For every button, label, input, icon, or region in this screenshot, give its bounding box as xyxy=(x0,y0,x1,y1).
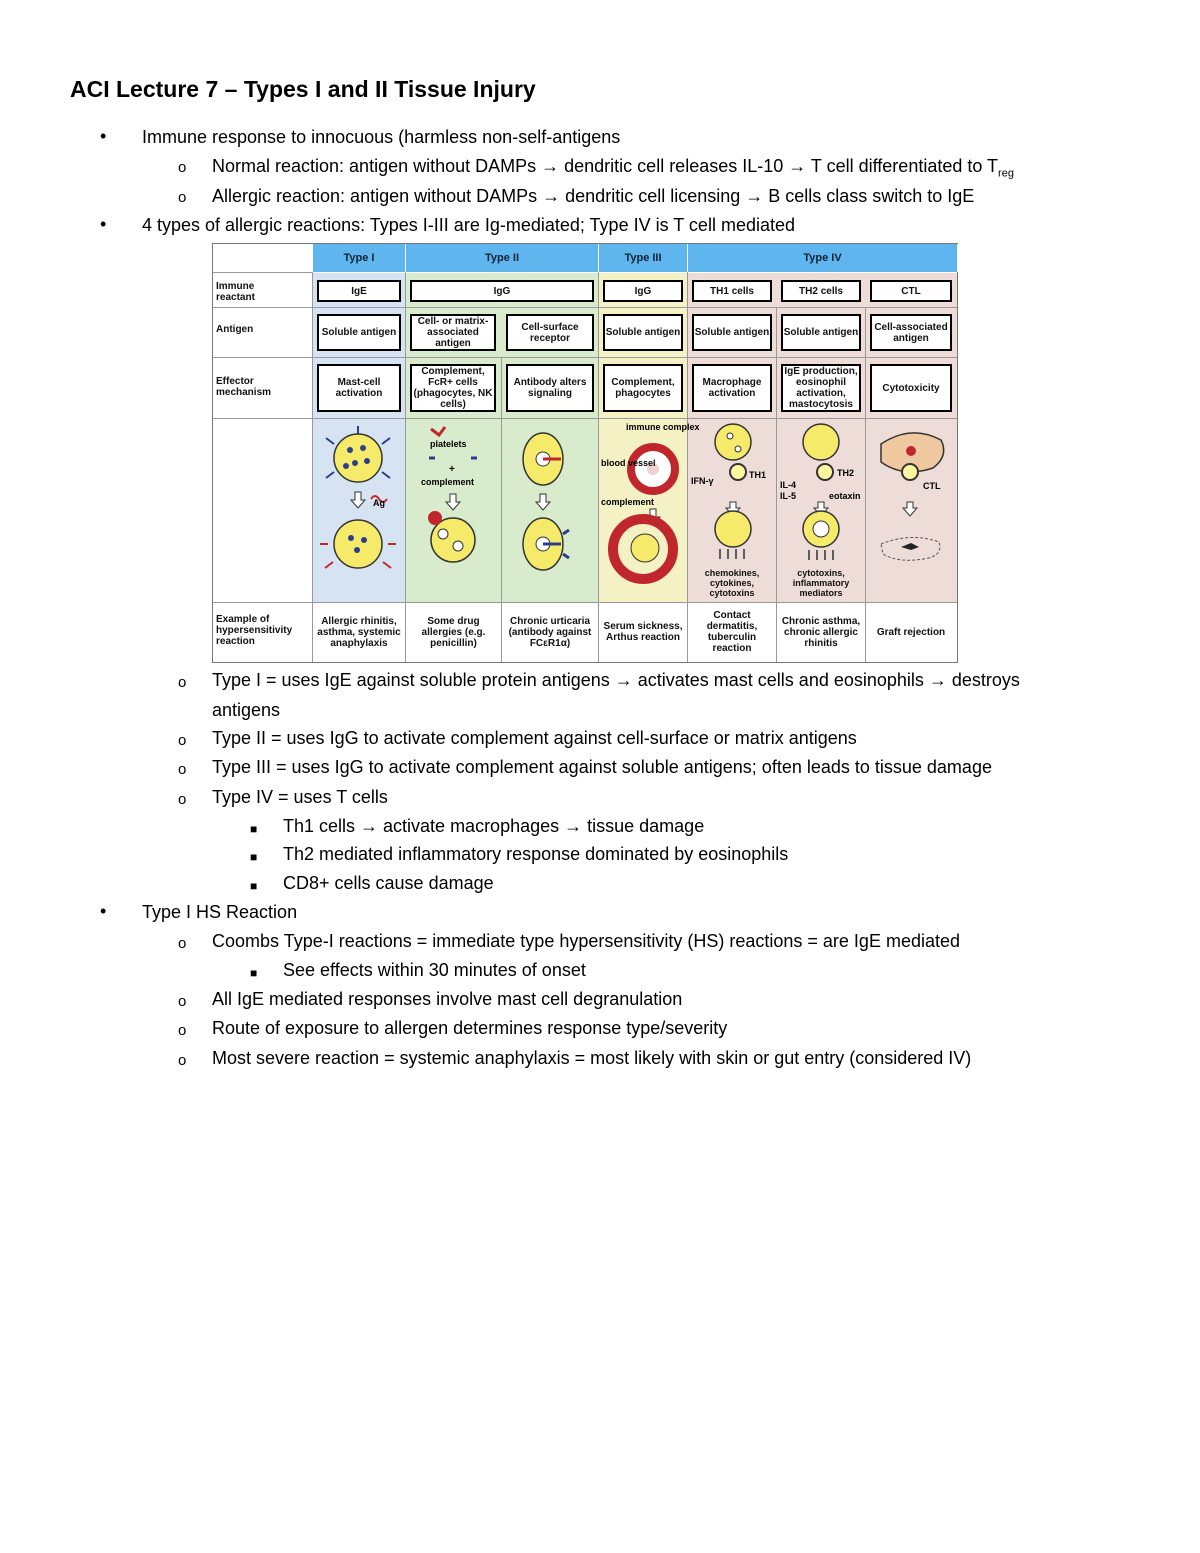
label-plus: + xyxy=(449,464,455,475)
sub-bullet-marker: o xyxy=(178,761,187,778)
bullet-dot: • xyxy=(100,126,107,146)
example-cell: Chronic asthma, chronic allergic rhinitis xyxy=(781,615,861,649)
label-cytotoxins: cytotoxins, inflammatory mediators xyxy=(792,568,850,598)
label-complement: complement xyxy=(601,497,655,507)
sub-bullet-marker: o xyxy=(178,1052,187,1069)
sub-bullet-text: Allergic reaction: antigen without DAMPs → dendritic cell licensing → B cells class switch to IgE xyxy=(212,186,975,206)
antigen-cell: Cell- or matrix-associated antigen xyxy=(410,314,496,351)
reactant-cell: IgE xyxy=(317,280,401,302)
sub-bullet-text: Route of exposure to allergen determines response type/severity xyxy=(212,1018,728,1038)
example-cell: Contact dermatitis, tuberculin reaction xyxy=(706,610,758,654)
header-type-1: Type I xyxy=(313,244,406,272)
effector-cell: Complement, phagocytes xyxy=(603,364,683,412)
row-label-reactant: Immune reactant xyxy=(216,281,255,303)
effector-cell: Antibody alters signaling xyxy=(506,364,594,412)
sub-bullet-text: Normal reaction: antigen without DAMPs → dendritic cell releases IL-10 → T cell differentiated to $T_{reg}$ xyxy=(212,156,1014,180)
effector-cell: Mast-cell activation xyxy=(317,364,401,412)
sub-bullet-text: Coombs Type-I reactions = immediate type hypersensitivity (HS) reactions = are IgE mediated xyxy=(212,931,961,951)
example-cell: Some drug allergies (e.g. penicillin) xyxy=(421,615,486,649)
example-cell: Chronic urticaria (antibody against FCεR1α) xyxy=(508,615,592,649)
label-il5: IL-5 xyxy=(780,491,797,501)
square-bullet: ■ xyxy=(250,822,258,836)
label-th2: TH2 xyxy=(837,468,855,478)
ctl-target-icon xyxy=(881,433,944,560)
row-label-effector: Effector mechanism xyxy=(216,376,272,398)
bullet-text: 4 types of allergic reactions: Types I-III are Ig-mediated; Type IV is T cell mediated xyxy=(142,215,795,235)
effector-cell: IgE production, eosinophil activation, mastocytosis xyxy=(781,364,861,412)
sub-bullet-marker: o xyxy=(178,935,187,952)
antigen-cell: Soluble antigen xyxy=(692,314,772,351)
page-title: ACI Lecture 7 – Types I and II Tissue Injury xyxy=(70,76,536,102)
sub-bullet-marker: o xyxy=(178,732,187,749)
sub-bullet-text: Type IV = uses T cells xyxy=(212,787,388,807)
sub-bullet-marker: o xyxy=(178,674,187,691)
label-blood-vessel: blood vessel xyxy=(601,458,656,468)
header-type-4: Type IV xyxy=(688,244,958,272)
label-immune-complex: immune complex xyxy=(626,422,700,432)
square-bullet: ■ xyxy=(250,850,258,864)
bullet-text: Immune response to innocuous (harmless non-self-antigens xyxy=(142,127,621,147)
reactant-cell: IgG xyxy=(603,280,683,302)
sub-bullet-marker: o xyxy=(178,791,187,808)
receptor-cell-icon xyxy=(523,433,569,570)
header-type-3: Type III xyxy=(599,244,688,272)
row-label-example: Example of hypersensitivity reaction xyxy=(216,614,293,647)
reactant-cell: TH1 cells xyxy=(692,280,772,302)
reactant-cell: TH2 cells xyxy=(781,280,861,302)
bullet-dot: • xyxy=(100,214,107,234)
sub-bullet-text-cont: antigens xyxy=(212,700,281,720)
antigen-cell: Soluble antigen xyxy=(317,314,401,351)
label-ctl: CTL xyxy=(923,481,941,491)
label-il4: IL-4 xyxy=(780,480,797,490)
antigen-cell: Cell-associated antigen xyxy=(870,314,952,351)
sub-bullet-text: Type I = uses IgE against soluble protein antigens → activates mast cells and eosinophils → destroys xyxy=(212,670,1020,690)
bullet-dot: • xyxy=(100,901,107,921)
reactant-cell: CTL xyxy=(870,280,952,302)
sub-bullet-marker: o xyxy=(178,159,187,176)
label-chemokines: chemokines, cytokines, cytotoxins xyxy=(704,568,760,598)
sub-bullet-text: Most severe reaction = systemic anaphylaxis = most likely with skin or gut entry (considered IV) xyxy=(212,1048,972,1068)
sub-sub-bullet-text: Th2 mediated inflammatory response dominated by eosinophils xyxy=(283,844,789,864)
effector-cell: Complement, FcR+ cells (phagocytes, NK cells) xyxy=(410,364,496,412)
sub-sub-bullet-text: See effects within 30 minutes of onset xyxy=(283,960,586,980)
header-type-2: Type II xyxy=(406,244,599,272)
example-cell: Graft rejection xyxy=(876,626,946,638)
sub-bullet-text: Type II = uses IgG to activate complement against cell-surface or matrix antigens xyxy=(212,728,857,748)
example-cell: Allergic rhinitis, asthma, systemic anaphylaxis xyxy=(317,615,401,649)
label-platelets: platelets xyxy=(430,439,467,449)
sub-sub-bullet-text: CD8+ cells cause damage xyxy=(283,873,494,893)
example-cell: Serum sickness, Arthus reaction xyxy=(603,621,683,643)
sub-bullet-text: Type III = uses IgG to activate complement against soluble antigens; often leads to tissue damage xyxy=(212,757,992,777)
effector-cell: Cytotoxicity xyxy=(870,364,952,412)
antigen-cell: Soluble antigen xyxy=(603,314,683,351)
label-ifn: IFN-γ xyxy=(691,476,714,486)
reactant-cell: IgG xyxy=(410,280,594,302)
mast-cell-icon xyxy=(320,426,396,568)
hypersensitivity-types-figure xyxy=(212,243,958,663)
antigen-cell: Soluble antigen xyxy=(781,314,861,351)
label-eotaxin: eotaxin xyxy=(829,491,861,501)
sub-sub-bullet-text: Th1 cells → activate macrophages → tissue damage xyxy=(283,816,705,836)
sub-bullet-marker: o xyxy=(178,1022,187,1039)
row-label-antigen: Antigen xyxy=(216,324,254,335)
square-bullet: ■ xyxy=(250,879,258,893)
label-ag: Ag xyxy=(373,498,385,508)
sub-bullet-marker: o xyxy=(178,189,187,206)
sub-bullet-text: All IgE mediated responses involve mast cell degranulation xyxy=(212,989,683,1009)
square-bullet: ■ xyxy=(250,966,258,980)
bullet-text: Type I HS Reaction xyxy=(142,902,298,922)
label-complement: complement xyxy=(421,477,475,487)
effector-cell: Macrophage activation xyxy=(692,364,772,412)
label-th1: TH1 xyxy=(749,470,767,480)
sub-bullet-marker: o xyxy=(178,993,187,1010)
antigen-cell: Cell-surface receptor xyxy=(506,314,594,351)
macrophage-th1-icon xyxy=(715,424,751,559)
